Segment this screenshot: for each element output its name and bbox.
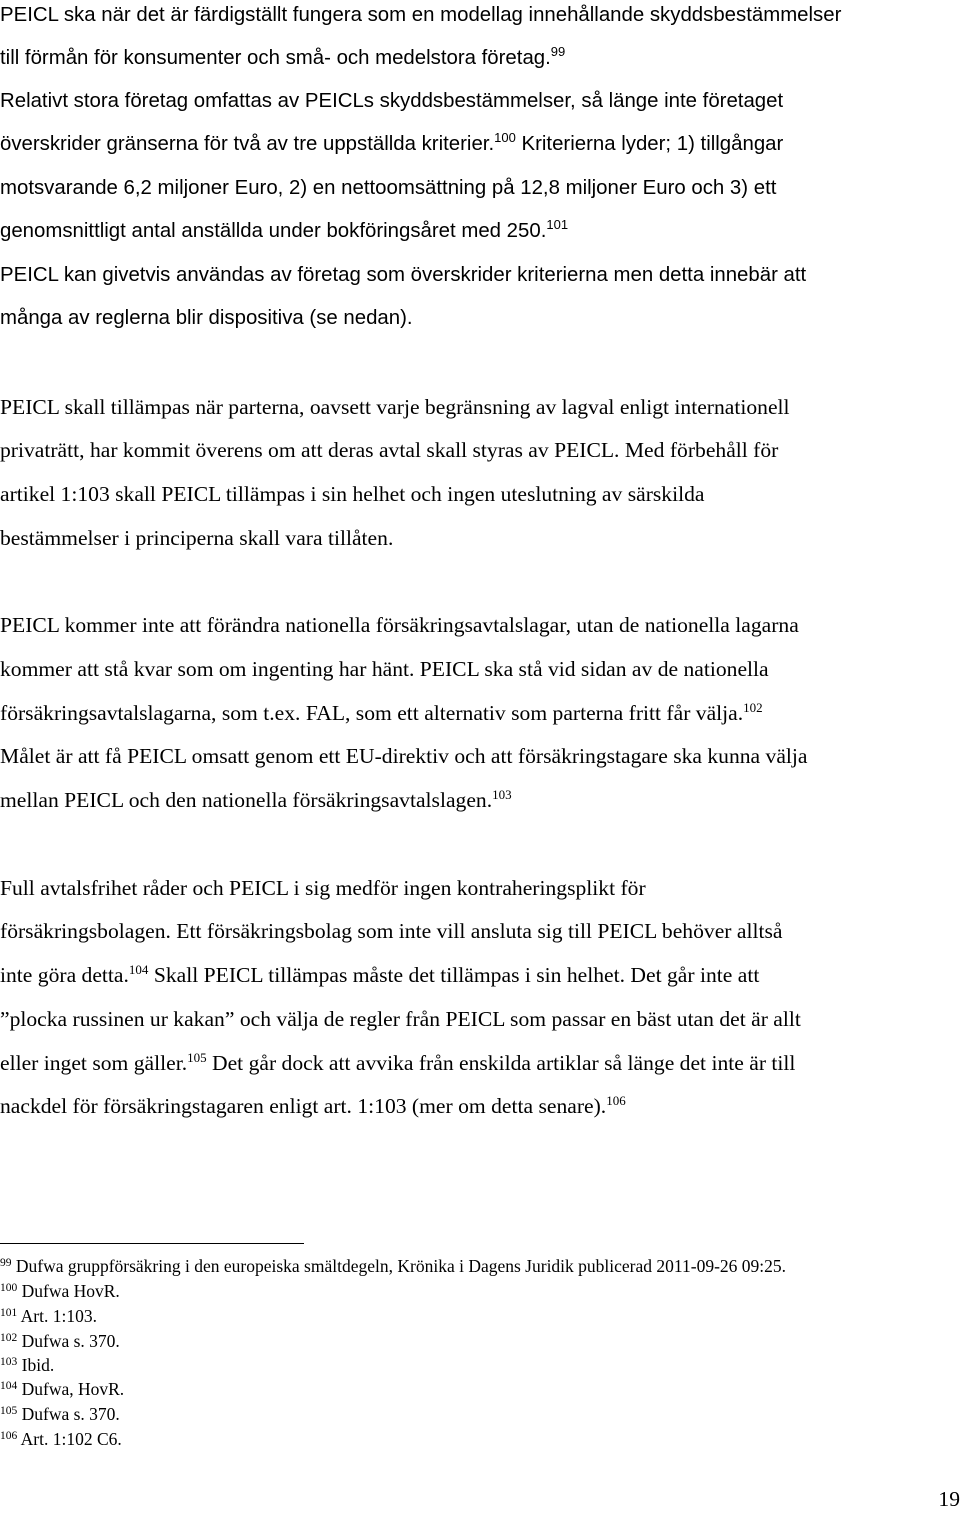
footnote: $^{102}$ Dufwa s. 370.: [0, 1331, 120, 1351]
body-line: nackdel för försäkringstagaren enligt art. 1:103 (mer om detta senare).$^{106}$: [0, 1093, 626, 1118]
footnote-ref[interactable]: 99: [550, 44, 566, 59]
body-line: PEICL skall tillämpas när parterna, oavsett varje begränsning av lagval enligt internationell: [0, 395, 790, 419]
footnote-number: 102: [0, 1332, 18, 1344]
body-line: Full avtalsfrihet råder och PEICL i sig medför ingen kontraheringsplikt för: [0, 876, 646, 900]
footnote-number: 103: [0, 1356, 18, 1368]
body-line: eller inget som gäller.$^{105}$ Det går dock att avvika från enskilda artiklar så länge det inte är till: [0, 1050, 796, 1075]
body-line: bestämmelser i principerna skall vara tillåten.: [0, 526, 394, 550]
body-line: försäkringsavtalslagarna, som t.ex. FAL, som ett alternativ som parterna fritt får välja.$^{102}$: [0, 700, 763, 725]
body-line: privaträtt, har kommit överens om att deras avtal skall styras av PEICL. Med förbehåll för: [0, 438, 779, 462]
body-line: Målet är att få PEICL omsatt genom ett EU-direktiv och att försäkringstagare ska kunna välja: [0, 744, 808, 768]
footnote: $^{103}$ Ibid.: [0, 1355, 55, 1375]
footnote-number: 106: [0, 1430, 18, 1442]
body-line: PEICL kan givetvis användas av företag som överskrider kriterierna men detta innebär att: [0, 264, 807, 286]
body-line: inte göra detta.$^{104}$ Skall PEICL tillämpas måste det tillämpas i sin helhet. Det går inte att: [0, 962, 760, 987]
body-line: till förmån för konsumenter och små- och medelstora företag.$^{99}$: [0, 44, 566, 69]
footnote-ref[interactable]: 101: [546, 217, 569, 232]
footnote-number: 101: [0, 1307, 18, 1319]
footnote: $^{105}$ Dufwa s. 370.: [0, 1404, 120, 1424]
footnote-ref[interactable]: 104: [128, 962, 149, 977]
page-number: 19: [938, 1487, 960, 1511]
body-line: mellan PEICL och den nationella försäkringsavtalslagen.$^{103}$: [0, 787, 512, 812]
footnote: $^{100}$ Dufwa HovR.: [0, 1281, 120, 1301]
footnote-ref[interactable]: 100: [494, 130, 516, 145]
body-line: Relativt stora företag omfattas av PEICLs skyddsbestämmelser, så länge inte företaget: [0, 90, 784, 112]
body-line: ”plocka russinen ur kakan” och välja de regler från PEICL som passar en bäst utan det är allt: [0, 1007, 801, 1031]
footnote-separator: [0, 1243, 304, 1244]
footnote-ref[interactable]: 102: [743, 700, 763, 715]
body-line: motsvarande 6,2 miljoner Euro, 2) en nettoomsättning på 12,8 miljoner Euro och 3) ett: [0, 177, 777, 199]
footnote-number: 105: [0, 1405, 18, 1417]
body-line: kommer att stå kvar som om ingenting har hänt. PEICL ska stå vid sidan av de nationella: [0, 657, 769, 681]
footnote-ref[interactable]: 103: [492, 787, 512, 802]
footnote: $^{106}$ Art. 1:102 C6.: [0, 1429, 122, 1449]
footnote: $^{99}$ Dufwa gruppförsäkring i den europeiska smältdegeln, Krönika i Dagens Juridik publicerad 2011-09-26 09:25.: [0, 1256, 787, 1276]
footnote-ref[interactable]: 105: [187, 1050, 207, 1065]
body-line: många av reglerna blir dispositiva (se nedan).: [0, 307, 413, 329]
body-line: överskrider gränserna för två av tre uppställda kriterier.$^{100}$ Kriterierna lyder; 1) tillgångar: [0, 130, 784, 155]
footnote: $^{104}$ Dufwa, HovR.: [0, 1379, 125, 1399]
body-line: PEICL ska när det är färdigställt fungera som en modellag innehållande skyddsbestämmelser: [0, 4, 842, 26]
body-line: genomsnittligt antal anställda under bokföringsåret med 250.$^{101}$: [0, 217, 569, 242]
footnote: $^{101}$ Art. 1:103.: [0, 1306, 97, 1326]
footnote-ref[interactable]: 106: [606, 1093, 626, 1108]
body-line: artikel 1:103 skall PEICL tillämpas i sin helhet och ingen uteslutning av särskilda: [0, 482, 705, 506]
body-line: PEICL kommer inte att förändra nationella försäkringsavtalslagar, utan de nationella lagarna: [0, 613, 799, 637]
footnote-number: 100: [0, 1282, 18, 1294]
footnote-number: 99: [0, 1257, 12, 1269]
footnote-number: 104: [0, 1380, 18, 1392]
body-line: försäkringsbolagen. Ett försäkringsbolag som inte vill ansluta sig till PEICL behöver alltså: [0, 919, 783, 943]
